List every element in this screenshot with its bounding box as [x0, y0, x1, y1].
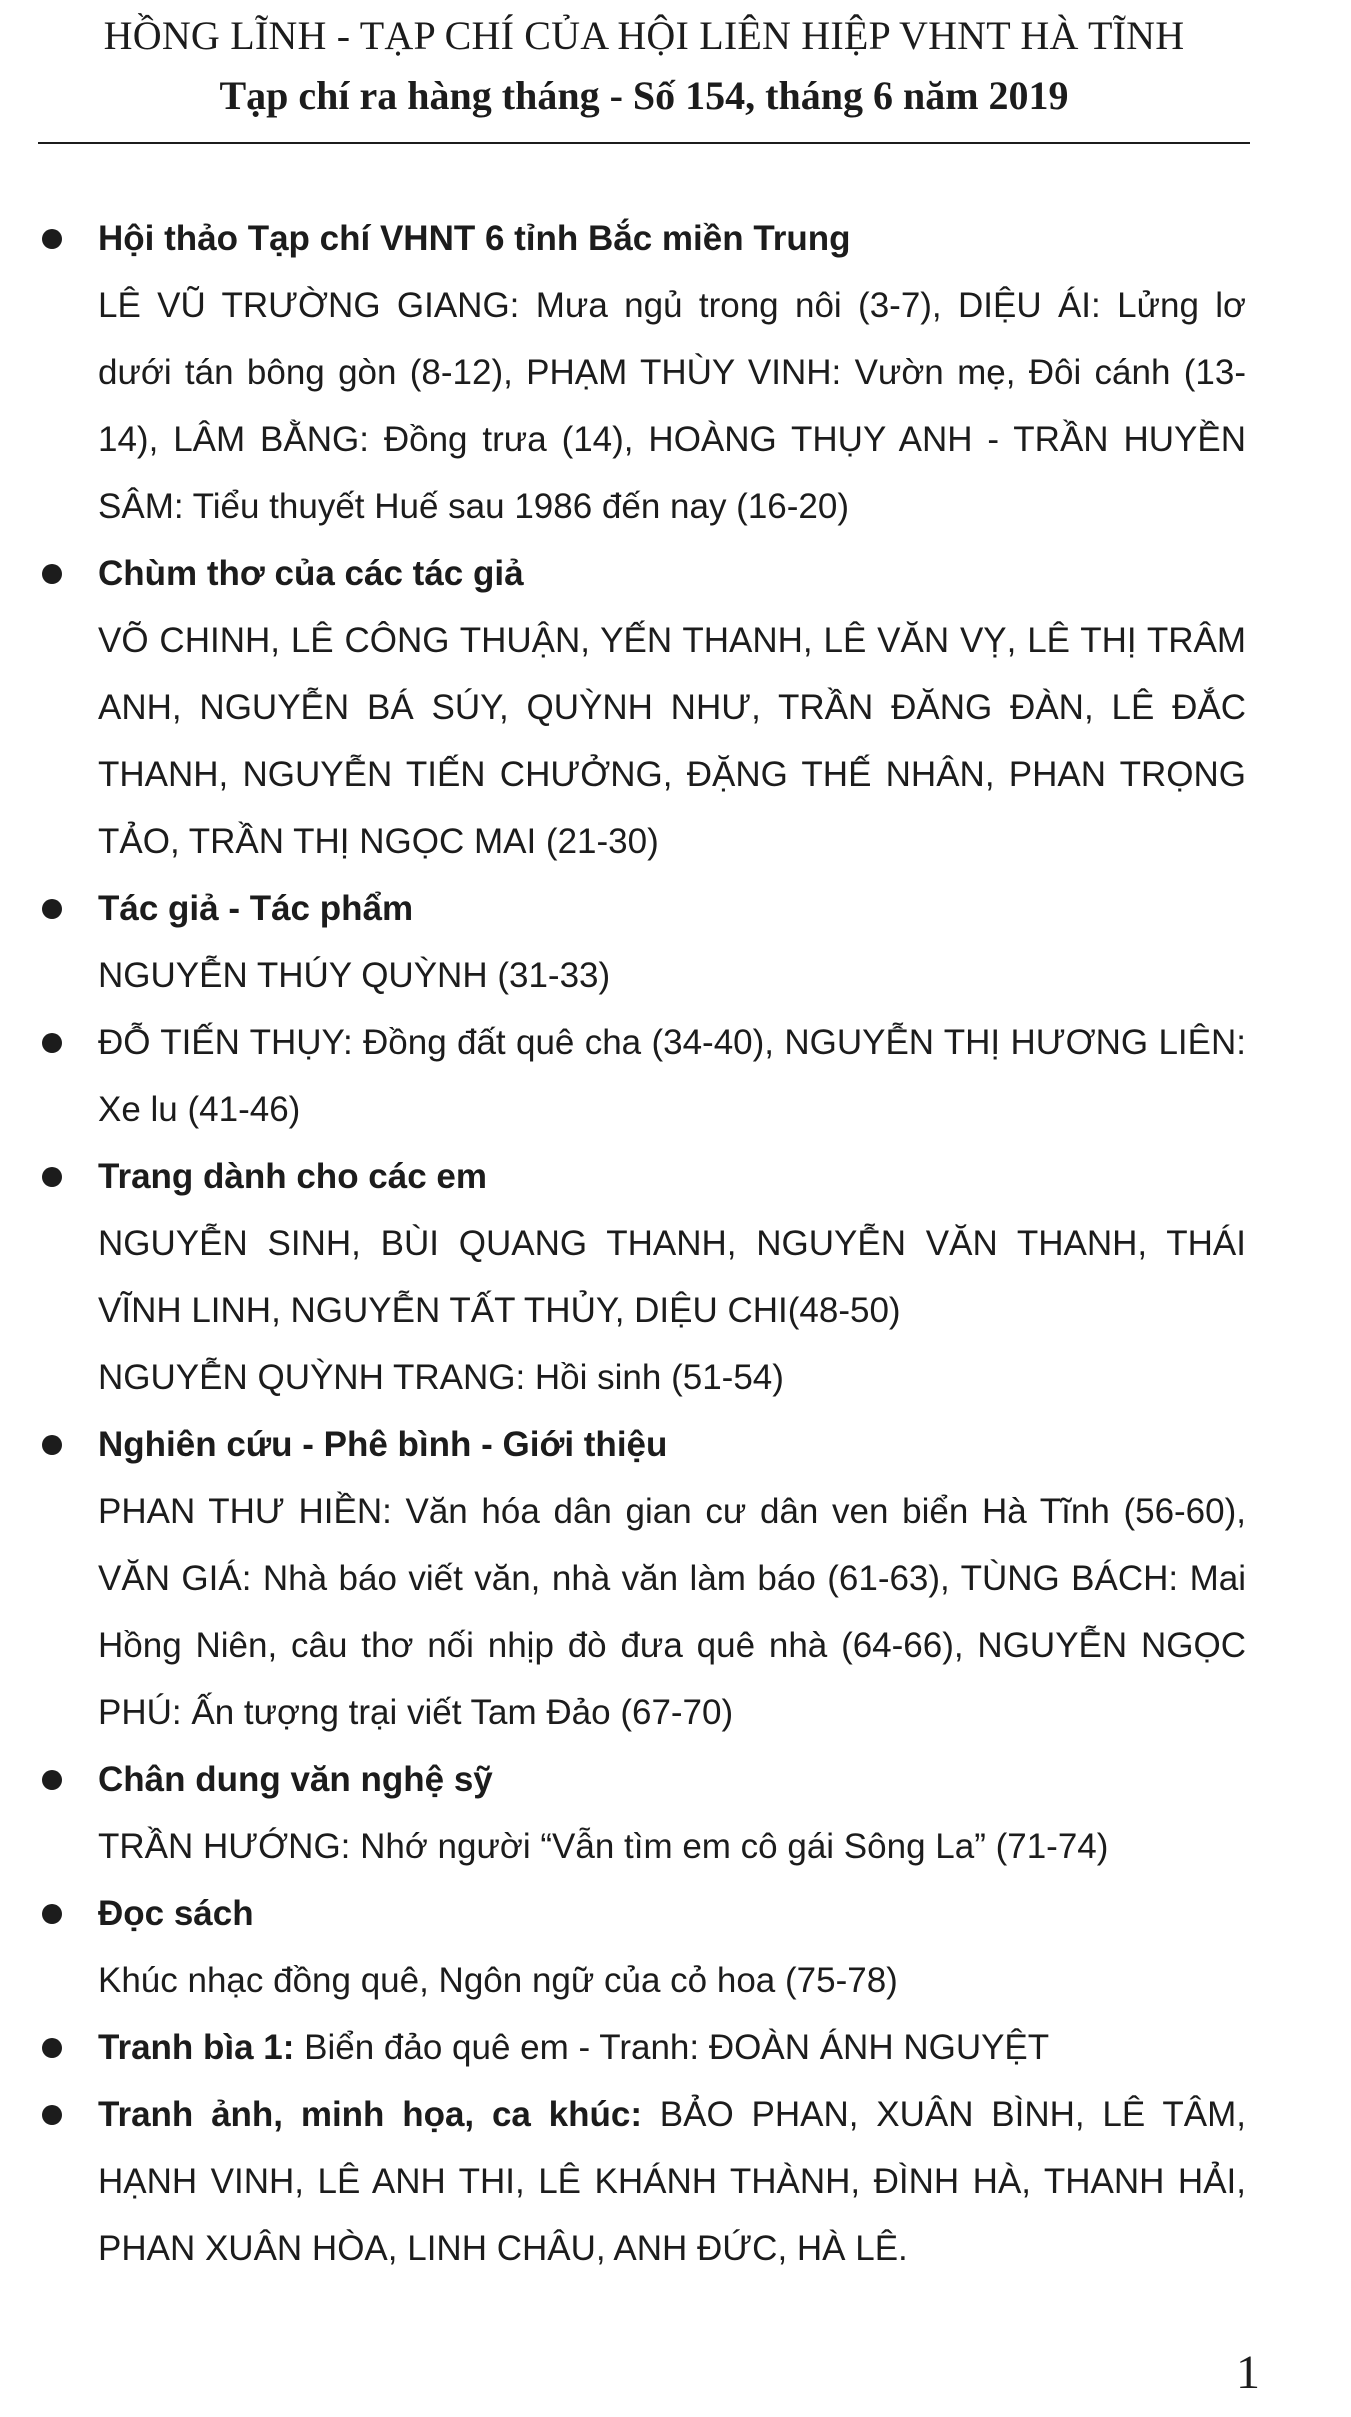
magazine-title: HỒNG LĨNH - TẠP CHÍ CỦA HỘI LIÊN HIỆP VHNT HÀ TĨNH	[103, 13, 1185, 58]
header-divider	[38, 142, 1250, 144]
section-heading: Chùm thơ của các tác giả	[98, 554, 524, 593]
toc-entry-conference	[0, 205, 1351, 540]
page-number: 1	[1236, 2346, 1260, 2399]
bullet-icon	[42, 229, 62, 249]
toc-entry-cover	[0, 2014, 1351, 2081]
section-text: PHAN THƯ HIỀN: Văn hóa dân gian cư dân ven biển Hà Tĩnh (56-60), VĂN GIÁ: Nhà báo viết văn, nhà văn làm báo (61-63), TÙNG BÁCH: Mai Hồng Niên, câu thơ nối nhịp đò đưa quê nhà (64-66), NGUYỄN NGỌC PHÚ: Ấn tượng trại viết Tam Đảo (67-70)	[98, 1492, 1246, 1732]
table-of-contents	[0, 205, 1351, 2282]
toc-entry-research	[0, 1411, 1351, 1746]
section-heading: Hội thảo Tạp chí VHNT 6 tỉnh Bắc miền Trung	[98, 219, 851, 258]
bullet-icon	[42, 2038, 62, 2058]
bullet-icon	[42, 1167, 62, 1187]
bullet-icon	[42, 1033, 62, 1053]
bullet-icon	[42, 1435, 62, 1455]
bullet-icon	[42, 899, 62, 919]
toc-entry-illustrations	[0, 2081, 1351, 2282]
section-lead: Tranh bìa 1:	[98, 2028, 295, 2067]
toc-entry-books	[0, 1880, 1351, 2014]
section-heading: Đọc sách	[98, 1894, 254, 1933]
toc-entry-poetry	[0, 540, 1351, 875]
masthead	[38, 8, 1250, 124]
section-text: ĐỖ TIẾN THỤY: Đồng đất quê cha (34-40), NGUYỄN THỊ HƯƠNG LIÊN: Xe lu (41-46)	[98, 1023, 1246, 1129]
section-text: Khúc nhạc đồng quê, Ngôn ngữ của cỏ hoa (75-78)	[98, 1961, 898, 2000]
section-text-extra: NGUYỄN QUỲNH TRANG: Hồi sinh (51-54)	[98, 1358, 784, 1397]
bullet-icon	[42, 1904, 62, 1924]
toc-entry-portrait	[0, 1746, 1351, 1880]
section-text	[98, 2014, 1246, 2081]
toc-entry-children	[0, 1143, 1351, 1411]
section-heading: Nghiên cứu - Phê bình - Giới thiệu	[98, 1425, 668, 1464]
section-lead: Tranh ảnh, minh họa, ca khúc:	[98, 2095, 643, 2134]
bullet-icon	[42, 2105, 62, 2125]
section-heading: Chân dung văn nghệ sỹ	[98, 1760, 493, 1799]
bullet-icon	[42, 564, 62, 584]
issue-info: Tạp chí ra hàng tháng - Số 154, tháng 6 năm 2019	[219, 73, 1069, 118]
section-heading: Tác giả - Tác phẩm	[98, 889, 414, 928]
section-text: NGUYỄN SINH, BÙI QUANG THANH, NGUYỄN VĂN THANH, THÁI VĨNH LINH, NGUYỄN TẤT THỦY, DIỆU CHI(48-50)	[98, 1224, 1246, 1330]
toc-entry-author-work	[0, 875, 1351, 1009]
section-text: LÊ VŨ TRƯỜNG GIANG: Mưa ngủ trong nôi (3-7), DIỆU ÁI: Lửng lơ dưới tán bông gòn (8-12), PHẠM THÙY VINH: Vườn mẹ, Đôi cánh (13-14), LÂM BẰNG: Đồng trưa (14), HOÀNG THỤY ANH - TRẦN HUYỀN SÂM: Tiểu thuyết Huế sau 1986 đến nay (16-20)	[98, 286, 1246, 526]
section-text	[98, 2081, 1246, 2282]
bullet-icon	[42, 1770, 62, 1790]
section-text: NGUYỄN THÚY QUỲNH (31-33)	[98, 956, 611, 995]
section-heading: Trang dành cho các em	[98, 1157, 487, 1196]
section-text: TRẦN HƯỚNG: Nhớ người “Vẫn tìm em cô gái Sông La” (71-74)	[98, 1827, 1109, 1866]
section-lead-text: Biển đảo quê em - Tranh: ĐOÀN ÁNH NGUYỆT	[294, 2028, 1050, 2067]
toc-entry-stories	[0, 1009, 1351, 1143]
section-lead-text: BẢO PHAN, XUÂN BÌNH, LÊ TÂM, HẠNH VINH, LÊ ANH THI, LÊ KHÁNH THÀNH, ĐÌNH HÀ, THANH HẢI, PHAN XUÂN HÒA, LINH CHÂU, ANH ĐỨC, HÀ LÊ.	[98, 2095, 1246, 2268]
section-text: VÕ CHINH, LÊ CÔNG THUẬN, YẾN THANH, LÊ VĂN VỴ, LÊ THỊ TRÂM ANH, NGUYỄN BÁ SÚY, QUỲNH NHƯ, TRẦN ĐĂNG ĐÀN, LÊ ĐẮC THANH, NGUYỄN TIẾN CHƯỞNG, ĐẶNG THẾ NHÂN, PHAN TRỌNG TẢO, TRẦN THỊ NGỌC MAI (21-30)	[98, 621, 1246, 861]
